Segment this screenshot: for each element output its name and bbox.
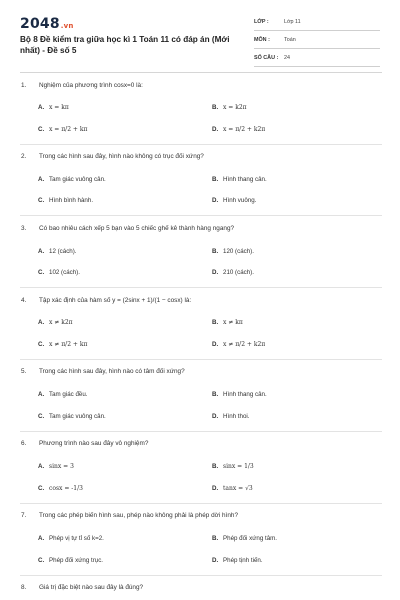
option-letter: B.: [212, 535, 219, 542]
option-text: Phép vị tự tỉ số k=2.: [49, 535, 104, 542]
question-text: Trong các hình sau đây, hình nào không có trục đối xứng?: [39, 153, 204, 160]
option-d[interactable]: [212, 269, 254, 276]
question-divider: [20, 503, 382, 504]
option-b[interactable]: [212, 535, 277, 542]
option-letter: A.: [38, 104, 45, 111]
option-a[interactable]: [38, 391, 88, 398]
meta-value: 24: [284, 55, 290, 61]
option-a[interactable]: [38, 535, 104, 542]
question-divider: [20, 215, 382, 216]
option-c[interactable]: [38, 126, 87, 133]
option-text: x ≠ k2π: [49, 319, 73, 326]
question-number: 1.: [21, 82, 27, 89]
option-letter: C.: [38, 557, 45, 564]
option-letter: C.: [38, 341, 45, 348]
question-text: Tập xác định của hàm số y = (2sinx + 1)/(1 − cosx) là:: [39, 297, 192, 304]
option-text: Hình bình hành.: [49, 197, 94, 204]
question-number: 7.: [21, 512, 27, 519]
option-letter: D.: [212, 485, 219, 492]
option-text: Phép đối xứng tâm.: [223, 535, 278, 542]
question-text: Nghiệm của phương trình cosx=0 là:: [39, 82, 143, 89]
question-text: Trong các hình sau đây, hình nào có tâm đối xứng?: [39, 368, 185, 375]
question-divider: [20, 575, 382, 576]
option-d[interactable]: [212, 197, 256, 204]
option-letter: A.: [38, 176, 45, 183]
option-letter: B.: [212, 248, 219, 255]
question-divider: [20, 359, 382, 360]
question-text: Phương trình nào sau đây vô nghiệm?: [39, 440, 149, 447]
option-text: Hình thoi.: [223, 413, 250, 420]
option-letter: A.: [38, 463, 45, 470]
question-divider: [20, 431, 382, 432]
option-text: 210 (cách).: [223, 269, 254, 276]
option-text: x ≠ π/2 + kπ: [49, 341, 88, 348]
option-c[interactable]: [38, 557, 103, 564]
option-letter: D.: [212, 557, 219, 564]
logo-text: 2048: [20, 16, 60, 32]
option-text: Tam giác vuông cân.: [49, 413, 106, 420]
option-text: x = π/2 + k2π: [223, 126, 266, 133]
option-b[interactable]: [212, 319, 243, 326]
option-text: 102 (cách).: [49, 269, 80, 276]
option-letter: C.: [38, 269, 45, 276]
document-title: Bộ 8 Đề kiểm tra giữa học kì 1 Toán 11 có đáp án (Mới nhất) - Đề số 5: [20, 35, 230, 55]
option-d[interactable]: [212, 485, 253, 492]
option-text: x ≠ π/2 + k2π: [223, 341, 266, 348]
option-letter: A.: [38, 319, 45, 326]
option-text: x = kπ: [49, 104, 69, 111]
option-letter: C.: [38, 413, 45, 420]
option-text: Tam giác vuông cân.: [49, 176, 106, 183]
option-c[interactable]: [38, 197, 93, 204]
option-text: cosx = -1/3: [49, 485, 83, 492]
meta-label: LỚP :: [254, 19, 269, 25]
question-text: Trong các phép biến hình sau, phép nào không phải là phép dời hình?: [39, 512, 239, 519]
option-d[interactable]: [212, 557, 263, 564]
option-letter: C.: [38, 126, 45, 133]
option-c[interactable]: [38, 485, 83, 492]
question-number: 2.: [21, 153, 27, 160]
option-text: Phép tịnh tiến.: [223, 557, 263, 564]
option-text: x ≠ kπ: [223, 319, 243, 326]
option-c[interactable]: [38, 269, 80, 276]
option-text: Hình thang cân.: [223, 391, 267, 398]
question-number: 4.: [21, 297, 27, 304]
question-text: Có bao nhiêu cách xếp 5 bạn vào 5 chiếc ghế kê thành hàng ngang?: [39, 225, 235, 232]
question-divider: [20, 287, 382, 288]
option-text: Hình vuông.: [223, 197, 257, 204]
option-letter: A.: [38, 391, 45, 398]
option-d[interactable]: [212, 126, 265, 133]
option-letter: B.: [212, 176, 219, 183]
option-text: Hình thang cân.: [223, 176, 267, 183]
option-letter: A.: [38, 535, 45, 542]
option-b[interactable]: [212, 248, 254, 255]
option-b[interactable]: [212, 176, 267, 183]
question-number: 6.: [21, 440, 27, 447]
option-text: 120 (cách).: [223, 248, 254, 255]
option-c[interactable]: [38, 341, 87, 348]
option-a[interactable]: [38, 104, 69, 111]
option-d[interactable]: [212, 341, 265, 348]
option-text: 12 (cách).: [49, 248, 77, 255]
option-letter: D.: [212, 341, 219, 348]
option-text: tanx = √3: [223, 485, 253, 492]
question-number: 8.: [21, 584, 27, 591]
option-letter: B.: [212, 463, 219, 470]
meta-value: Toán: [284, 37, 296, 43]
option-letter: C.: [38, 485, 45, 492]
option-letter: D.: [212, 413, 219, 420]
question-number: 5.: [21, 368, 27, 375]
option-letter: C.: [38, 197, 45, 204]
option-b[interactable]: [212, 104, 247, 111]
meta-label: SỐ CÂU :: [254, 55, 279, 61]
option-text: x = k2π: [223, 104, 247, 111]
option-letter: D.: [212, 126, 219, 133]
option-letter: D.: [212, 197, 219, 204]
option-letter: B.: [212, 391, 219, 398]
question-text: Giá trị đặc biệt nào sau đây là đúng?: [39, 584, 144, 591]
option-d[interactable]: [212, 413, 249, 420]
option-text: Tam giác đều.: [49, 391, 88, 398]
meta-value: Lớp 11: [284, 19, 301, 25]
option-b[interactable]: [212, 391, 267, 398]
option-a[interactable]: [38, 248, 77, 255]
option-letter: D.: [212, 269, 219, 276]
option-a[interactable]: [38, 463, 74, 470]
option-text: sinx = 3: [49, 463, 74, 470]
option-text: sinx = 1/3: [223, 463, 254, 470]
question-divider: [20, 144, 382, 145]
option-text: x = π/2 + kπ: [49, 126, 88, 133]
option-letter: A.: [38, 248, 45, 255]
option-b[interactable]: [212, 463, 254, 470]
question-number: 3.: [21, 225, 27, 232]
option-letter: B.: [212, 319, 219, 326]
option-a[interactable]: [38, 176, 106, 183]
option-a[interactable]: [38, 319, 73, 326]
option-text: Phép đối xứng trục.: [49, 557, 104, 564]
option-letter: B.: [212, 104, 219, 111]
meta-label: MÔN :: [254, 37, 270, 43]
option-c[interactable]: [38, 413, 106, 420]
logo-suffix: .vn: [60, 22, 74, 30]
